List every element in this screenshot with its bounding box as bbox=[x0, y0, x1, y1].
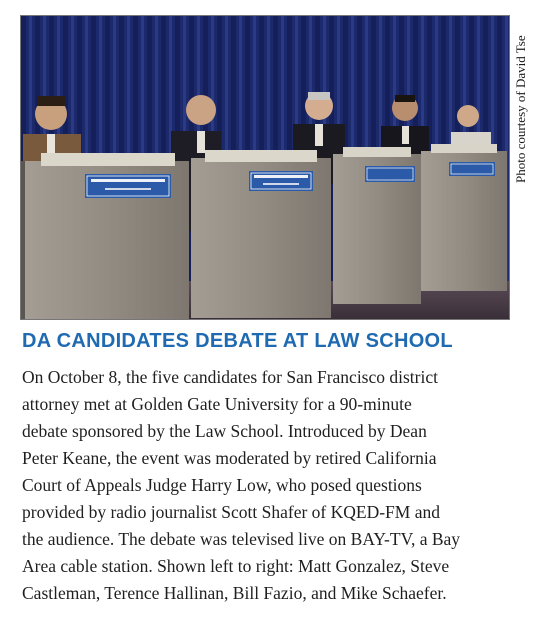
podium-3 bbox=[191, 150, 331, 318]
podium-5 bbox=[421, 144, 507, 291]
body-line: attorney met at Golden Gate University for a 90-minute bbox=[22, 394, 412, 414]
body-line: On October 8, the five candidates for San Francisco district bbox=[22, 367, 438, 387]
body-line: Area cable station. Shown left to right: Matt Gonzalez, Steve bbox=[22, 556, 450, 576]
podium-2 bbox=[25, 153, 189, 319]
photo-credit-text: Photo courtesy of David Tse bbox=[513, 35, 528, 183]
article-body bbox=[22, 364, 530, 607]
podium-4 bbox=[333, 147, 421, 304]
body-line: provided by radio journalist Scott Shafer of KQED-FM and bbox=[22, 502, 440, 522]
debate-photo bbox=[20, 15, 510, 320]
body-line: Castleman, Terence Hallinan, Bill Fazio, and Mike Schaefer. bbox=[22, 583, 447, 603]
photo-credit bbox=[506, 18, 538, 318]
article-headline: DA CANDIDATES DEBATE AT LAW SCHOOL bbox=[22, 330, 453, 352]
body-line: the audience. The debate was televised live on BAY-TV, a Bay bbox=[22, 529, 461, 549]
body-line: debate sponsored by the Law School. Introduced by Dean bbox=[22, 421, 427, 441]
body-line: Peter Keane, the event was moderated by retired California bbox=[22, 448, 437, 468]
body-line: Court of Appeals Judge Harry Low, who posed questions bbox=[22, 475, 422, 495]
